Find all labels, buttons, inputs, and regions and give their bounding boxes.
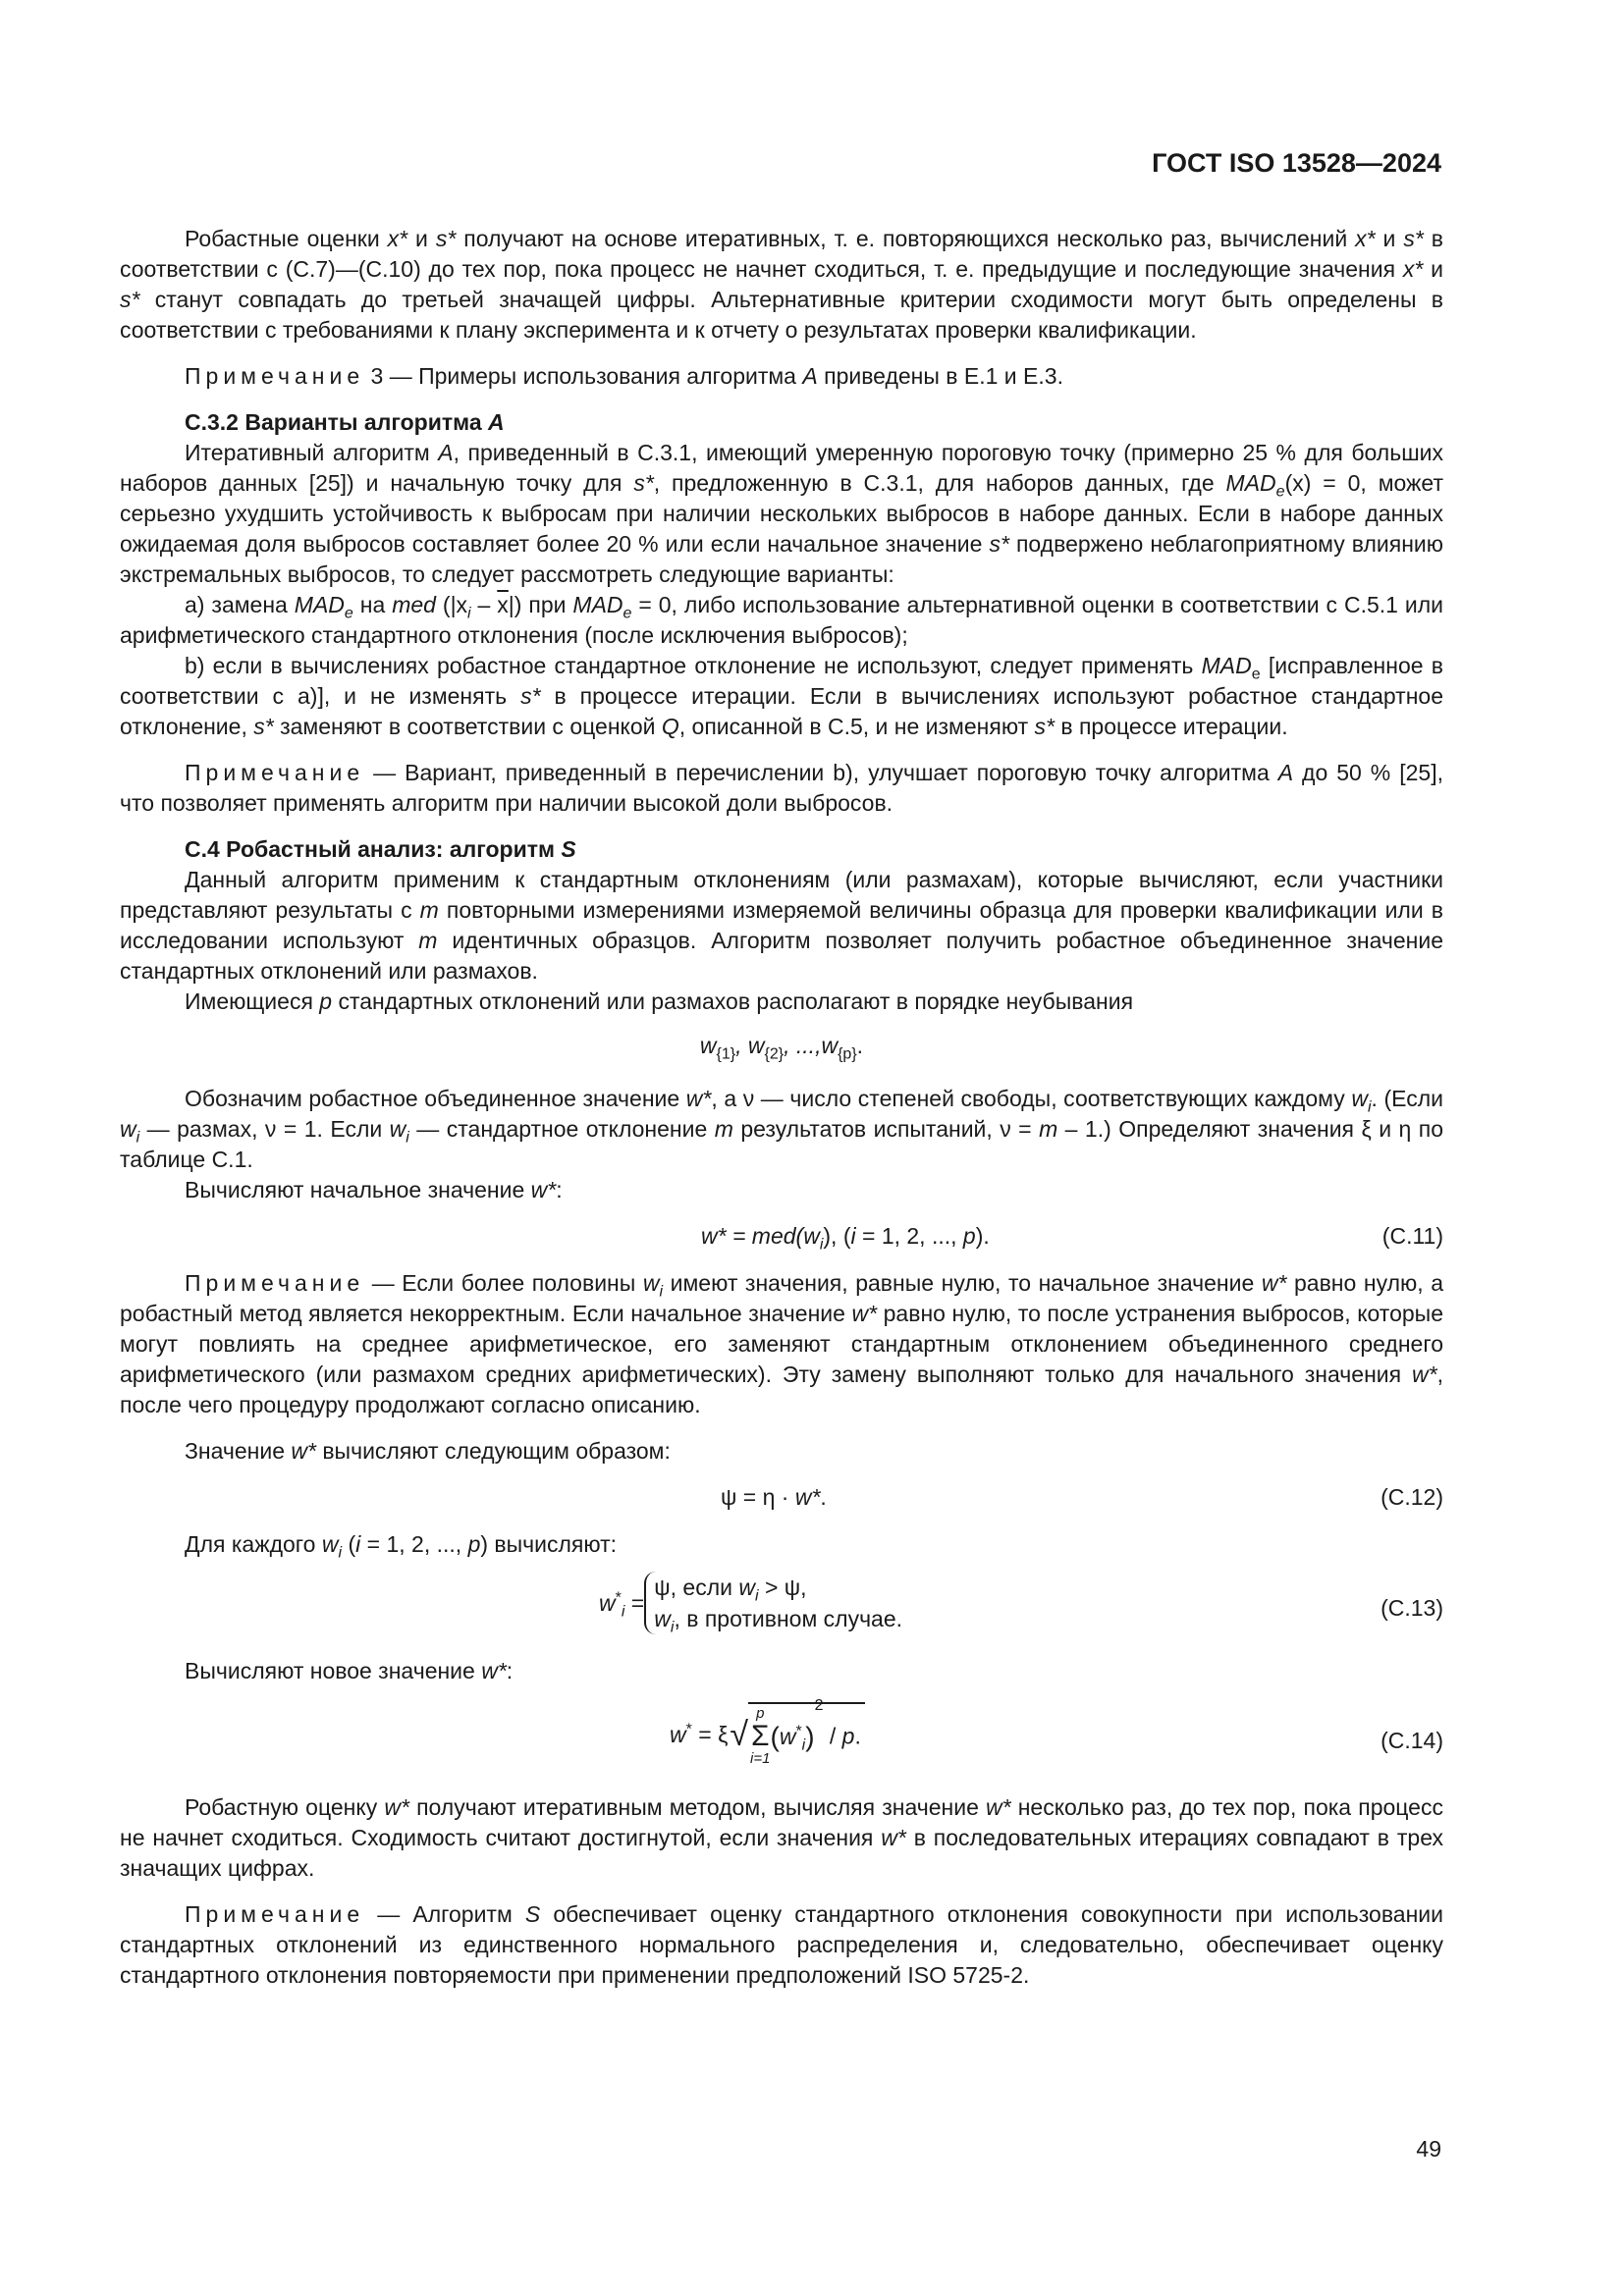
document-header: ГОСТ ISO 13528—2024: [1152, 148, 1441, 178]
note-3: Примечание 3 — Примеры использования алгоритма A приведены в Е.1 и Е.3.: [185, 363, 1063, 389]
paragraph-new-value: Вычисляют новое значение w*:: [185, 1658, 514, 1683]
equation-number: (С.13): [1380, 1595, 1443, 1621]
paragraph-value: Значение w* вычисляют следующим образом:: [185, 1438, 671, 1464]
note-zero: Примечание — Если более половины $w_i$ имеют значения, равные нулю, то начальное значение w* равно нулю, а робастный метод является некорректным. Если начальное значение w* равно нулю, то после устранения выбросов, которые могут повлиять на среднее арифметическое, его заменяют стандартным отклонением объединенного среднего арифметического (или размахом средних арифметических). Эту замену выполняют только для начального значения w*, после чего процедуру продолжают согласно описанию.: [120, 1270, 1443, 1417]
equation-order: $w_{\{1\}}$, $w_{\{2\}}$, $...,w_{\{p\}}$.: [699, 1033, 864, 1063]
equation-c14: w* = ξ√ p Σ i=1 $(w^*_i)^2$ / p. (С.14): [670, 1697, 1443, 1767]
equation-c13: $w^*_i =\psi$, если $w_i > \psi$, $w_i$, в противном случае. (С.13): [120, 1566, 1443, 1650]
paragraph-convergence: Робастные оценки x* и s* получают на основе итеративных, т. е. повторяющихся несколько раз, вычислений x* и s* в соответствии с (С.7)—(С.10) до тех пор, пока процесс не начнет сходиться, т. е. предыдущие и последующие значения x* и s* станут совпадать до третьей значащей цифры. Альтернативные критерии сходимости могут быть определены в соответствии с требованиями к плану эксперимента и к отчету о результатах проверки квалификации.: [120, 226, 1443, 343]
paragraph-each: Для каждого $w_i$ (i = 1, 2, ..., p) вычисляют:: [185, 1531, 618, 1562]
list-item-b: b) если в вычислениях робастное стандартное отклонение не используют, следует применять $MAD_e$ [исправленное в соответствии с а)], и не изменять s* в процессе итерации. Если в вычислениях используют робастное стандартное отклонение, s* заменяют в соответствии с оценкой Q, описанной в С.5, и не изменяют s* в процессе итерации.: [120, 653, 1444, 739]
heading-c32: С.3.2 Варианты алгоритма A: [185, 409, 505, 435]
equation-number: (С.14): [1380, 1728, 1443, 1753]
list-item-a: а) замена $MAD_e$ на med $(|x_i - \overline{x}|)$ при $MAD_e = 0$, либо использование альтернативной оценки в соответствии с С.5.1 или арифметического стандартного отклонения (после исключения выбросов);: [120, 592, 1444, 648]
equation-number: (С.12): [1380, 1484, 1443, 1510]
paragraph-variants: Итеративный алгоритм A, приведенный в С.3.1, имеющий умеренную пороговую точку (примерно 25 % для больших наборов данных [25]) и начальную точку для s*, предложенную в С.3.1, для наборов данных, где $MAD_e(x) = 0$, может серьезно ухудшить устойчивость к выбросам при наличии нескольких выбросов в наборе данных. Если в наборе данных ожидаемая доля выбросов составляет более 20 % или если начальное значение s* подвержено неблагоприятному влиянию экстремальных выбросов, то следует рассмотреть следующие варианты:: [120, 440, 1443, 587]
note-algorithm-s: Примечание — Алгоритм S обеспечивает оценку стандартного отклонения совокупности при использовании стандартных отклонений из единственного нормального распределения и, следовательно, обеспечивает оценку стандартного отклонения повторяемости при применении предположений ISO 5725-2.: [120, 1901, 1443, 1988]
page-content: [120, 224, 1443, 1991]
paragraph-initial: Вычисляют начальное значение w*:: [185, 1177, 563, 1202]
sum-sign: Σ: [750, 1720, 770, 1752]
cases-bracket: ψ, если $w_i > \psi$, $w_i$, в противном случае.: [644, 1572, 902, 1634]
equation-c12: ψ = η · w*. (С.12): [120, 1472, 1443, 1523]
note-variant: Примечание — Вариант, приведенный в перечислении b), улучшает пороговую точку алгоритма A до 50 % [25], что позволяет применять алгоритм при наличии высокой доли выбросов.: [120, 760, 1444, 816]
page-number: 49: [1416, 2136, 1441, 2162]
paragraph-notation: Обозначим робастное объединенное значение w*, а ν — число степеней свободы, соответствующих каждому $w_i$. (Если $w_i$ — размах, ν = 1. Если $w_i$ — стандартное отклонение m результатов испытаний, ν = m – 1.) Определяют значения ξ и η по таблице С.1.: [120, 1086, 1443, 1172]
equation-c11: $w* = med(w_i)$, (i = 1, 2, ..., p). (С.11): [701, 1223, 1443, 1254]
sqrt-sign: √: [730, 1715, 749, 1753]
equation-number: (С.11): [1381, 1223, 1443, 1249]
paragraph-robust-estimate: Робастную оценку w* получают итеративным методом, вычисляя значение w* несколько раз, до тех пор, пока процесс не начнет сходиться. Сходимость считают достигнутой, если значения w* в последовательных итерациях совпадают в трех значащих цифрах.: [120, 1794, 1443, 1881]
heading-c4: С.4 Робастный анализ: алгоритм S: [185, 836, 576, 862]
paragraph-algorithm-s: Данный алгоритм применим к стандартным отклонениям (или размахам), которые вычисляют, если участники представляют результаты с m повторными измерениями измеряемой величины образца для проверки квалификации или в исследовании используют m идентичных образцов. Алгоритм позволяет получить робастное объединенное значение стандартных отклонений или размахов.: [120, 867, 1443, 984]
paragraph-ordering: Имеющиеся p стандартных отклонений или размахов располагают в порядке неубывания: [185, 988, 1134, 1014]
